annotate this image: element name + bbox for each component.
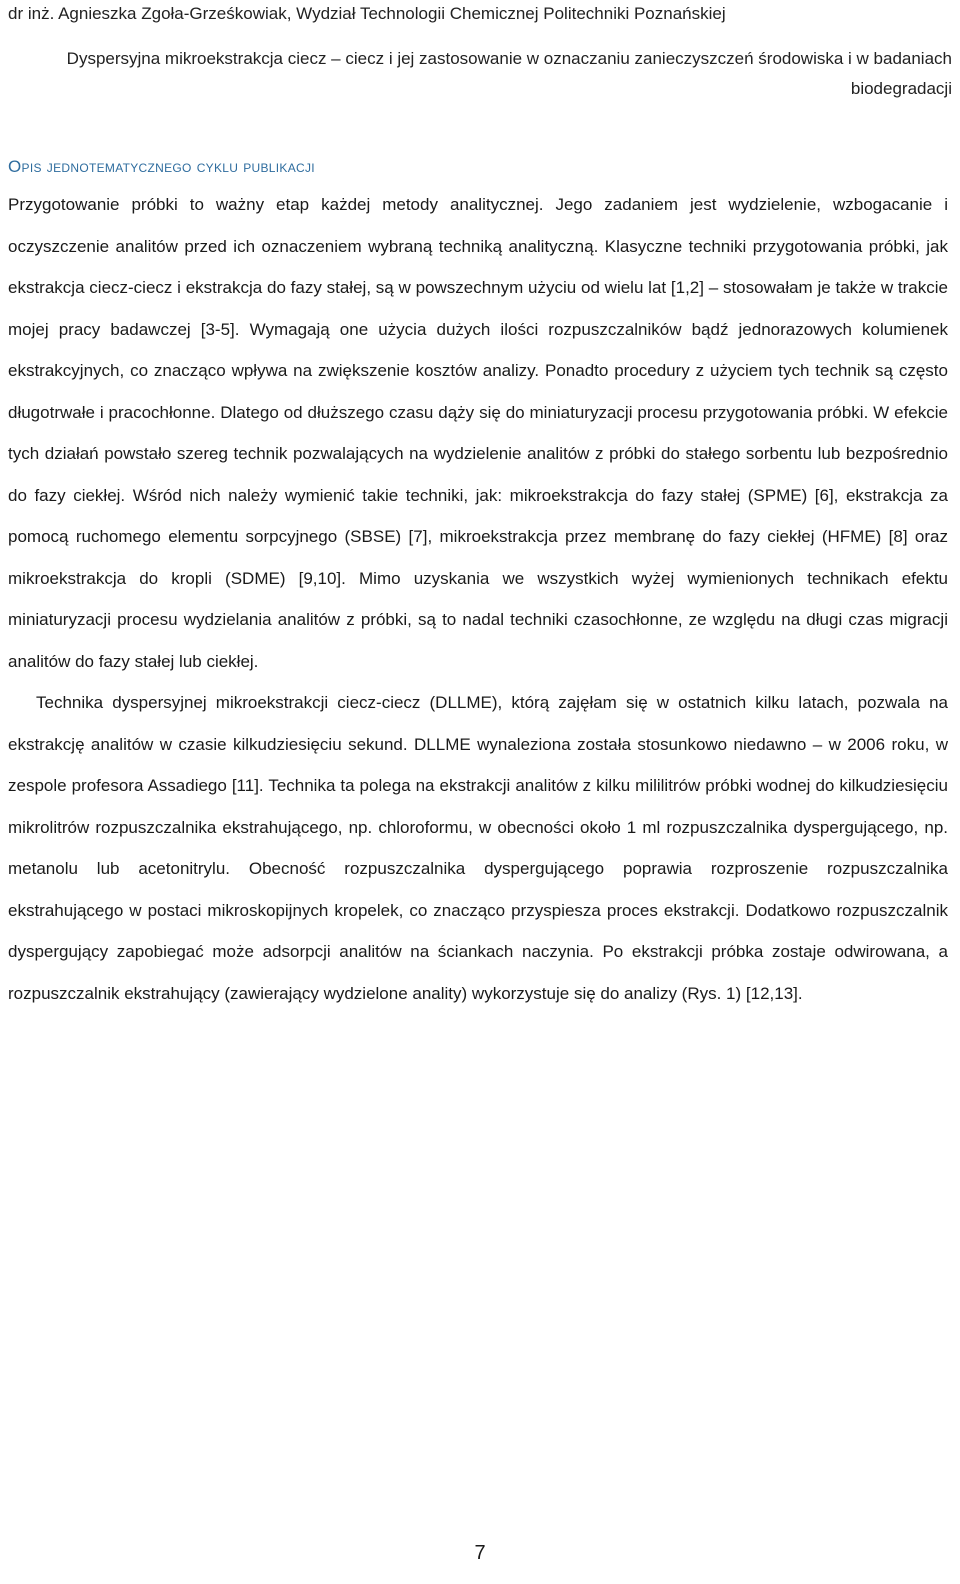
section-title: Opis jednotematycznego cyklu publikacji (8, 157, 315, 176)
page-number: 7 (474, 1542, 486, 1564)
header-author-line: dr inż. Agnieszka Zgoła-Grześkowiak, Wydział Technologii Chemicznej Politechniki Poznańskiej (8, 4, 726, 23)
header-title-line: Dyspersyjna mikroekstrakcja ciecz – ciecz i jej zastosowanie w oznaczaniu zanieczyszczeń środowiska i w badaniach biodegradacji (66, 49, 952, 98)
paragraph-1-rest: wzbogacanie i oczyszczenie analitów przed ich oznaczeniem wybraną techniką analityczną. Klasyczne techniki przygotowania próbki, jak ekstrakcja ciecz-ciecz i ekstrakcja do fazy stałej, są w powszechnym użyciu od wielu lat [1,2] – stosowałam je także w trakcie mojej pracy badawczej [3-5]. Wymagają one użycia dużych ilości rozpuszczalników bądź jednorazowych kolumienek ekstrakcyjnych, co znacząco wpływa na zwiększenie kosztów analizy. Ponadto procedury z użyciem tych technik są często długotrwałe i pracochłonne. Dlatego od dłuższego czasu dąży się do miniaturyzacji procesu przygotowania próbki. W efekcie tych działań powstało szereg technik pozwalających na wydzielenie analitów z próbki do stałego sorbentu lub bezpośrednio do fazy ciekłej. Wśród nich należy wymienić takie techniki, jak: mikroekstrakcja do fazy stałej (SPME) [6], ekstrakcja za pomocą ruchomego elementu sorpcyjnego (SBSE) [7], mikroekstrakcja przez membranę do fazy ciekłej (HFME) [8] oraz mikroekstrakcja do kropli (SDME) [9,10]. Mimo uzyskania we wszystkich wyżej wymienionych technikach efektu miniaturyzacji procesu wydzielania analitów z próbki, są to nadal techniki czasochłonne, ze względu na długi czas migracji analitów do fazy stałej lub ciekłej. (8, 195, 948, 671)
paragraph-1 (8, 184, 948, 682)
paragraph-1-intro: Przygotowanie próbki to ważny etap każdej metody analitycznej. Jego zadaniem jest wydzielenie, (8, 195, 822, 214)
paragraph-2: Technika dyspersyjnej mikroekstrakcji ciecz-ciecz (DLLME), którą zajęłam się w ostatnich kilku latach, pozwala na ekstrakcję analitów w czasie kilkudziesięciu sekund. DLLME wynaleziona została stosunkowo niedawno – w 2006 roku, w zespole profesora Assadiego [11]. Technika ta polega na ekstrakcji analitów z kilku mililitrów próbki wodnej do kilkudziesięciu mikrolitrów rozpuszczalnika ekstrahującego, np. chloroformu, w obecności około 1 ml rozpuszczalnika dyspergującego, np. metanolu lub acetonitrylu. Obecność rozpuszczalnika dyspergującego poprawia rozproszenie rozpuszczalnika ekstrahującego w postaci mikroskopijnych kropelek, co znacząco przyspiesza proces ekstrakcji. Dodatkowo rozpuszczalnik dyspergujący zapobiegać może adsorpcji analitów na ściankach naczynia. Po ekstrakcji próbka zostaje odwirowana, a rozpuszczalnik ekstrahujący (zawierający wydzielone anality) wykorzystuje się do analizy (Rys. 1) [12,13]. (8, 693, 948, 1003)
body-text (8, 184, 948, 1014)
